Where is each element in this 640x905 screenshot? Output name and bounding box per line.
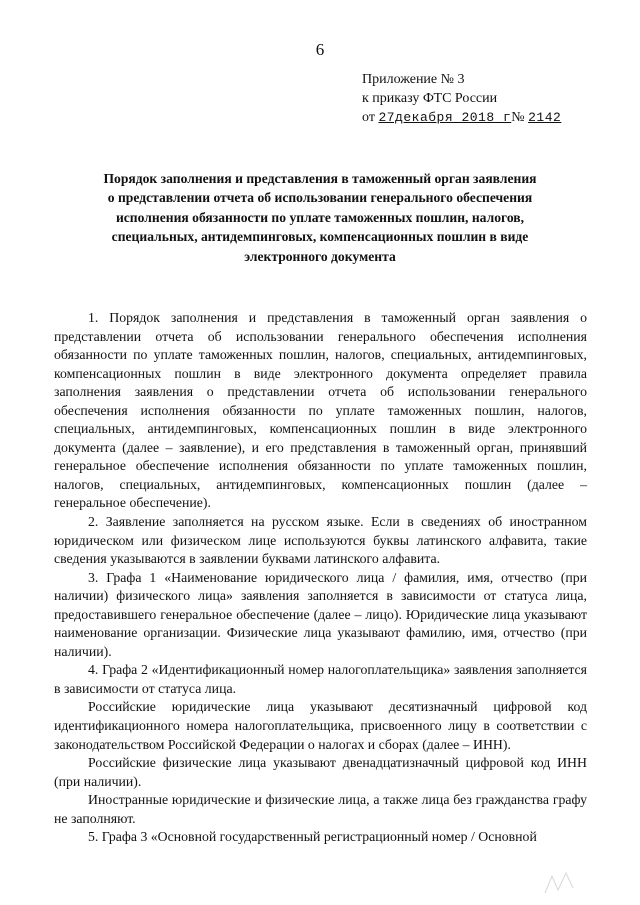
paragraph-5: 5. Графа 3 «Основной государственный регистрационный номер / Основной bbox=[88, 829, 537, 845]
order-number: 2142 bbox=[528, 110, 562, 125]
title-line: исполнения обязанности по уплате таможенных пошлин, налогов, bbox=[115, 209, 525, 225]
scan-artifact-mark bbox=[540, 868, 580, 898]
paragraph-4: 4. Графа 2 «Идентификационный номер налогоплательщика» заявления заполняется в зависимости от статуса лица. bbox=[54, 662, 587, 696]
document-title bbox=[60, 169, 580, 266]
order-date-line bbox=[362, 108, 622, 127]
page-number: 6 bbox=[315, 40, 325, 59]
number-sign: № bbox=[511, 110, 525, 125]
title-line: электронного документа bbox=[244, 248, 396, 264]
date-prefix: от bbox=[362, 110, 375, 125]
title-line: специальных, антидемпинговых, компенсационных пошлин в виде bbox=[111, 229, 529, 245]
order-date: 27декабря 2018 г bbox=[378, 110, 512, 125]
order-reference: к приказу ФТС России bbox=[362, 91, 498, 106]
document-body bbox=[54, 309, 587, 847]
paragraph-4-russian-individual: Российские физические лица указывают двенадцатизначный цифровой код ИНН (при наличии). bbox=[54, 755, 587, 789]
title-line: Порядок заполнения и представления в таможенный орган заявления bbox=[103, 171, 537, 186]
paragraph-2: 2. Заявление заполняется на русском языке. Если в сведениях об иностранном юридическом или физическом лице используются буквы латинского алфавита, такие сведения указываются в заявлении буквами латинского алфавита. bbox=[54, 514, 587, 567]
paragraph-4-russian-legal: Российские юридические лица указывают десятизначный цифровой код идентификационного номера налогоплательщика, присвоенного лицу в соответствии с законодательством Российской Федерации о налогах и сборах (далее – ИНН). bbox=[54, 699, 587, 752]
appendix-label: Приложение № 3 bbox=[362, 72, 465, 87]
appendix-header bbox=[362, 70, 622, 127]
title-line: о представлении отчета об использовании генерального обеспечения bbox=[107, 190, 533, 206]
paragraph-1: 1. Порядок заполнения и представления в таможенный орган заявления о представлении отчета об использовании генерального обеспечения исполнения обязанности по уплате таможенных пошлин, налогов, специальных, антидемпинговых, компенсационных пошлин в виде электронного документа определяет правила заполнения заявления о представлении отчета об использовании генерального обеспечения исполнения обязанности по уплате таможенных пошлин, налогов, специальных, антидемпинговых, компенсационных пошлин в виде электронного документа (далее – заявление), и его представления в таможенный орган, принявший генеральное обеспечение исполнения обязанности по уплате таможенных пошлин, налогов, специальных, антидемпинговых, компенсационных пошлин (далее – генеральное обеспечение). bbox=[54, 310, 587, 511]
paragraph-4-foreign: Иностранные юридические и физические лица, а также лица без гражданства графу не заполняют. bbox=[54, 792, 587, 826]
paragraph-3: 3. Графа 1 «Наименование юридического лица / фамилия, имя, отчество (при наличии) физического лица» заявления заполняется в зависимости от статуса лица, предоставившего генеральное обеспечение (далее – лицо). Юридические лица указывают наименование организации. Физические лица указывают фамилию, имя, отчество (при наличии). bbox=[54, 569, 587, 659]
